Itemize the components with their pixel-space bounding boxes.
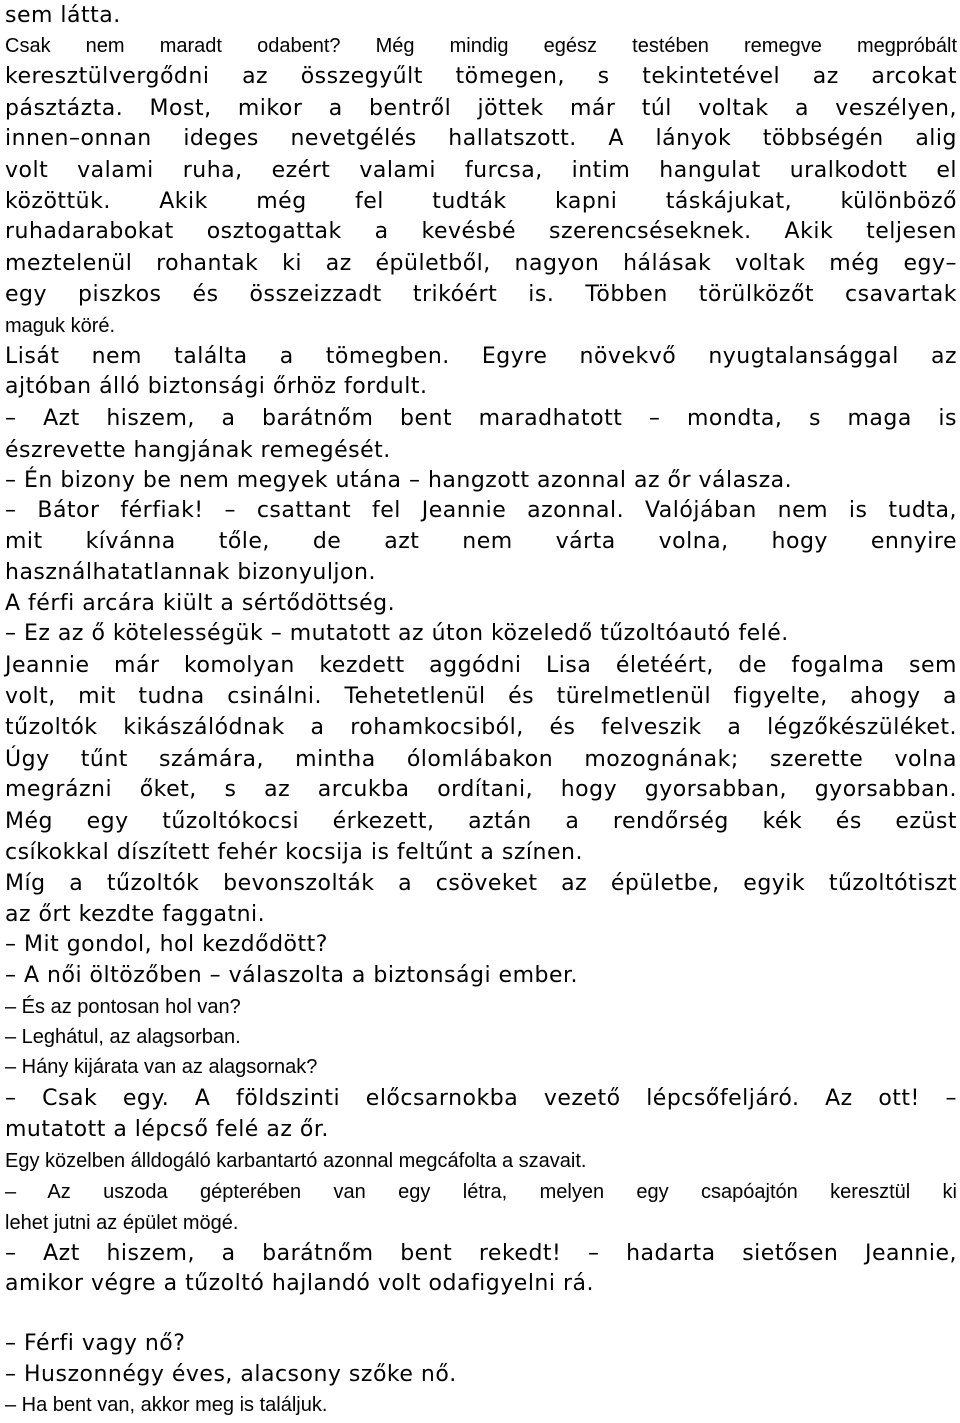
text-line: – Azt hiszem, a barátnőm bent rekedt! – hadarta sietősen Jeannie, — [5, 1241, 957, 1266]
text-line: Csak nem maradt odabent? Még mindig egész testében remegve megpróbált — [5, 35, 957, 57]
text-line: Lisát nem találta a tömegben. Egyre növekvő nyugtalansággal az — [5, 344, 957, 369]
text-line: tűzoltók kikászálódnak a rohamkocsiból, és felveszik a légzőkészüléket. — [5, 715, 957, 740]
text-line: – Az uszoda gépterében van egy létra, melyen egy csapóajtón keresztül ki — [5, 1181, 957, 1203]
text-line: volt valami ruha, ezért valami furcsa, intim hangulat uralkodott el — [5, 158, 957, 183]
text-line: – Ha bent van, akkor meg is találjuk. — [5, 1394, 328, 1416]
text-line: használhatatlannak bizonyuljon. — [5, 560, 376, 585]
text-line: sem látta. — [5, 3, 121, 28]
text-line: – Bátor férfiak! – csattant fel Jeannie azonnal. Valójában nem is tudta, — [5, 498, 957, 523]
text-line: – Ez az ő kötelességük – mutatott az úton közeledő tűzoltóautó felé. — [5, 621, 789, 646]
text-line: innen–onnan ideges nevetgélés hallatszott. A lányok többségén alig — [5, 126, 957, 151]
text-line: – Hány kijárata van az alagsornak? — [5, 1056, 318, 1078]
text-line: amikor végre a tűzoltó hajlandó volt odafigyelni rá. — [5, 1271, 594, 1296]
text-line: – Csak egy. A földszinti előcsarnokba vezető lépcsőfeljáró. Az ott! – — [5, 1086, 957, 1111]
text-line: – A női öltözőben – válaszolta a biztonsági ember. — [5, 963, 579, 988]
text-line: mit kívánna tőle, de azt nem várta volna, hogy ennyire — [5, 529, 957, 554]
text-line: maguk köré. — [5, 315, 116, 337]
text-line: Jeannie már komolyan kezdett aggódni Lisa életéért, de fogalma sem — [5, 653, 957, 678]
text-line: – Azt hiszem, a barátnőm bent maradhatott – mondta, s maga is — [5, 406, 957, 431]
text-line: lehet jutni az épület mögé. — [5, 1212, 239, 1234]
text-line: meztelenül rohantak ki az épületből, nagyon hálásak voltak még egy– — [5, 251, 957, 276]
text-line: ajtóban álló biztonsági őrhöz fordult. — [5, 374, 428, 399]
text-line: A férfi arcára kiült a sértődöttség. — [5, 591, 396, 616]
text-line: – Mit gondol, hol kezdődött? — [5, 932, 328, 957]
text-line: Még egy tűzoltókocsi érkezett, aztán a rendőrség kék és ezüst — [5, 809, 957, 834]
text-line: észrevette hangjának remegését. — [5, 438, 391, 463]
text-line: volt, mit tudna csinálni. Tehetetlenül és türelmetlenül figyelte, ahogy a — [5, 684, 957, 709]
text-line: ruhadarabokat osztogattak a kevésbé szerencséseknek. Akik teljesen — [5, 219, 957, 244]
text-line: megrázni őket, s az arcukba ordítani, hogy gyorsabban, gyorsabban. — [5, 777, 957, 802]
text-line: az őrt kezdte faggatni. — [5, 902, 266, 927]
text-line: Úgy tűnt számára, mintha ólomlábakon mozognának; szerette volna — [5, 747, 957, 772]
text-line: keresztülvergődni az összegyűlt tömegen, s tekintetével az arcokat — [5, 64, 957, 89]
text-line: csíkokkal díszített fehér kocsija is feltűnt a színen. — [5, 840, 583, 865]
text-line: Egy közelben álldogáló karbantartó azonnal megcáfolta a szavait. — [5, 1150, 587, 1172]
text-line: – Én bizony be nem megyek utána – hangzott azonnal az őr válasza. — [5, 468, 793, 493]
text-line: – És az pontosan hol van? — [5, 996, 241, 1018]
text-line: – Férfi vagy nő? — [5, 1331, 186, 1356]
text-line: pásztázta. Most, mikor a bentről jöttek már túl voltak a veszélyen, — [5, 96, 957, 121]
text-line: közöttük. Akik még fel tudták kapni táskájukat, különböző — [5, 189, 957, 214]
text-line: – Leghátul, az alagsorban. — [5, 1026, 241, 1048]
text-line: Míg a tűzoltók bevonszolták a csöveket az épületbe, egyik tűzoltótiszt — [5, 871, 957, 896]
text-line: mutatott a lépcső felé az őr. — [5, 1117, 329, 1142]
text-line: – Huszonnégy éves, alacsony szőke nő. — [5, 1362, 457, 1387]
text-line: egy piszkos és összeizzadt trikóért is. Többen törülközőt csavartak — [5, 282, 957, 307]
